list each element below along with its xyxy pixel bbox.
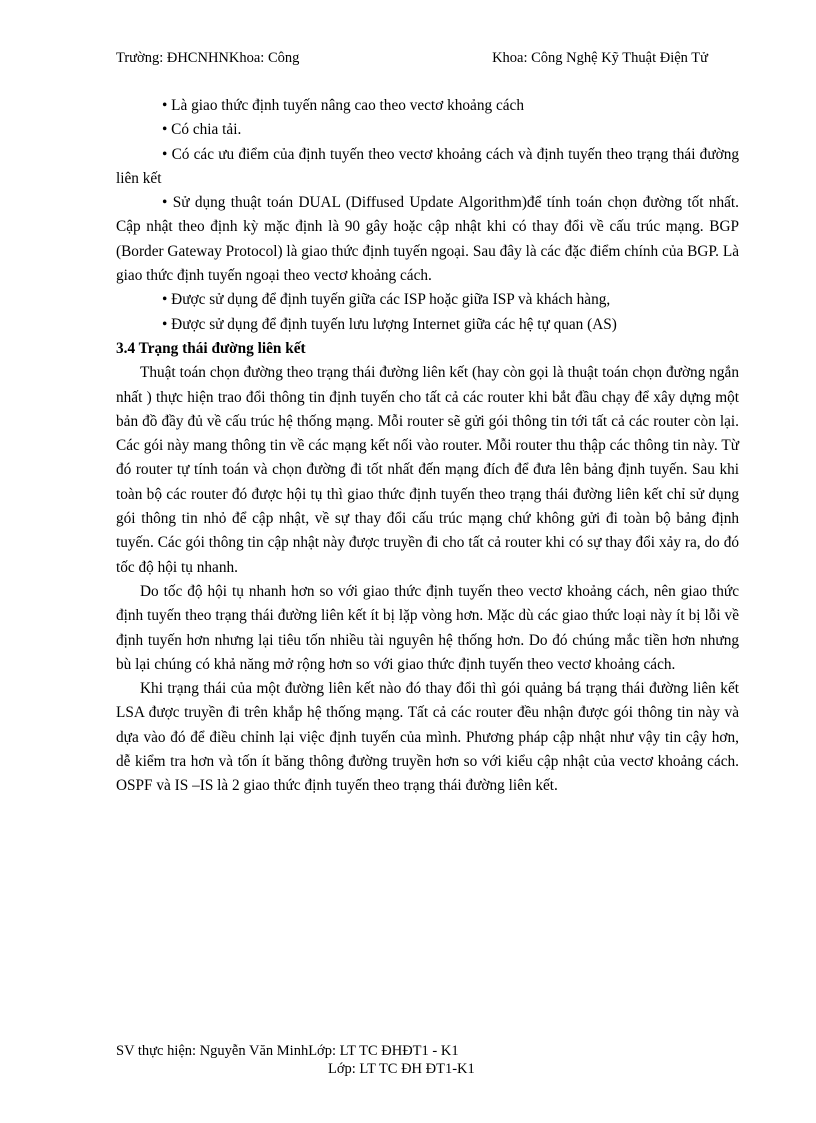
bullet-item: • Có chia tải. bbox=[162, 121, 242, 139]
bullet-item: • Sử dụng thuật toán DUAL (Diffused Update Algorithm)để tính toán chọn đường tốt nhất. Cập nhật theo định kỳ mặc định là 90 gây hoặc cập nhật khi có thay đổi về cấu trúc mạng. BGP (Border Gateway Protocol) là giao thức định tuyến ngoại. Sau đây là các đặc điểm chính của BGP. Là giao thức định tuyến ngoại theo vectơ khoảng cách. bbox=[116, 194, 739, 285]
body-paragraph: Thuật toán chọn đường theo trạng thái đường liên kết (hay còn gọi là thuật toán chọn đường ngắn nhất ) thực hiện trao đổi thông tin định tuyến cho tất cả các router khi bắt đầu chạy để xây dựng một bản đồ đầy đủ về cấu trúc hệ thống mạng. Mỗi router sẽ gửi gói thông tin tới tất cả các router còn lại. Các gói này mang thông tin về các mạng kết nối vào router. Mỗi router thu thập các thông tin này. Từ đó router tự tính toán và chọn đường đi tốt nhất đến mạng đích để đưa lên bảng định tuyến. Sau khi toàn bộ các router đó được hội tụ thì giao thức định tuyến theo trạng thái đường liên kết chỉ sử dụng gói thông tin nhỏ để cập nhật, về sự thay đổi cấu trúc mạng chứ không gửi đi toàn bộ bảng định tuyến. Các gói thông tin cập nhật này được truyền đi cho tất cả router khi có sự thay đổi xảy ra, do đó tốc độ hội tụ nhanh. bbox=[116, 364, 739, 576]
header-school: Trường: ĐHCNHNKhoa: Công bbox=[116, 50, 300, 66]
bullet-item: • Là giao thức định tuyến nâng cao theo vectơ khoảng cách bbox=[162, 97, 524, 114]
section-heading: 3.4 Trạng thái đường liên kết bbox=[116, 339, 306, 357]
bullet-item: • Được sử dụng để định tuyến giữa các ISP hoặc giữa ISP và khách hàng, bbox=[162, 291, 611, 309]
page-header bbox=[116, 50, 708, 70]
body-paragraph: Do tốc độ hội tụ nhanh hơn so với giao thức định tuyến theo vectơ khoảng cách, nên giao thức định tuyến theo trạng thái đường liên kết ít bị lặp vòng hơn. Mặc dù các giao thức loại này ít bị lỗi về định tuyến hơn nhưng lại tiêu tốn nhiều tài nguyên hệ thống hơn. Do đó chúng mắc tiền hơn nhưng bù lại chúng có khả năng mở rộng hơn so với giao thức định tuyến theo vectơ khoảng cách. bbox=[116, 582, 739, 673]
page-footer bbox=[116, 1042, 616, 1078]
footer-student: SV thực hiện: Nguyễn Văn MinhLớp: LT TC ĐHĐT1 - K1 bbox=[116, 1043, 459, 1059]
body-paragraph: Khi trạng thái của một đường liên kết nào đó thay đổi thì gói quảng bá trạng thái đường liên kết LSA được truyền đi trên khắp hệ thống mạng. Tất cả các router đều nhận được gói thông tin này và dựa vào đó để điều chỉnh lại việc định tuyến của mình. Phương pháp cập nhật như vậy tin cậy hơn, dễ kiểm tra hơn và tốn ít băng thông đường truyền hơn so với kiểu cập nhật của vectơ khoảng cách. OSPF và IS –IS là 2 giao thức định tuyến theo trạng thái đường liên kết. bbox=[116, 680, 739, 795]
footer-class: Lớp: LT TC ĐH ĐT1-K1 bbox=[328, 1061, 475, 1077]
bullet-item: • Có các ưu điểm của định tuyến theo vectơ khoảng cách và định tuyến theo trạng thái đường liên kết bbox=[116, 145, 739, 187]
bullet-item: • Được sử dụng để định tuyến lưu lượng Internet giữa các hệ tự quan (AS) bbox=[162, 315, 617, 333]
header-faculty: Khoa: Công Nghệ Kỹ Thuật Điện Tử bbox=[492, 50, 708, 66]
document-body bbox=[116, 94, 739, 799]
